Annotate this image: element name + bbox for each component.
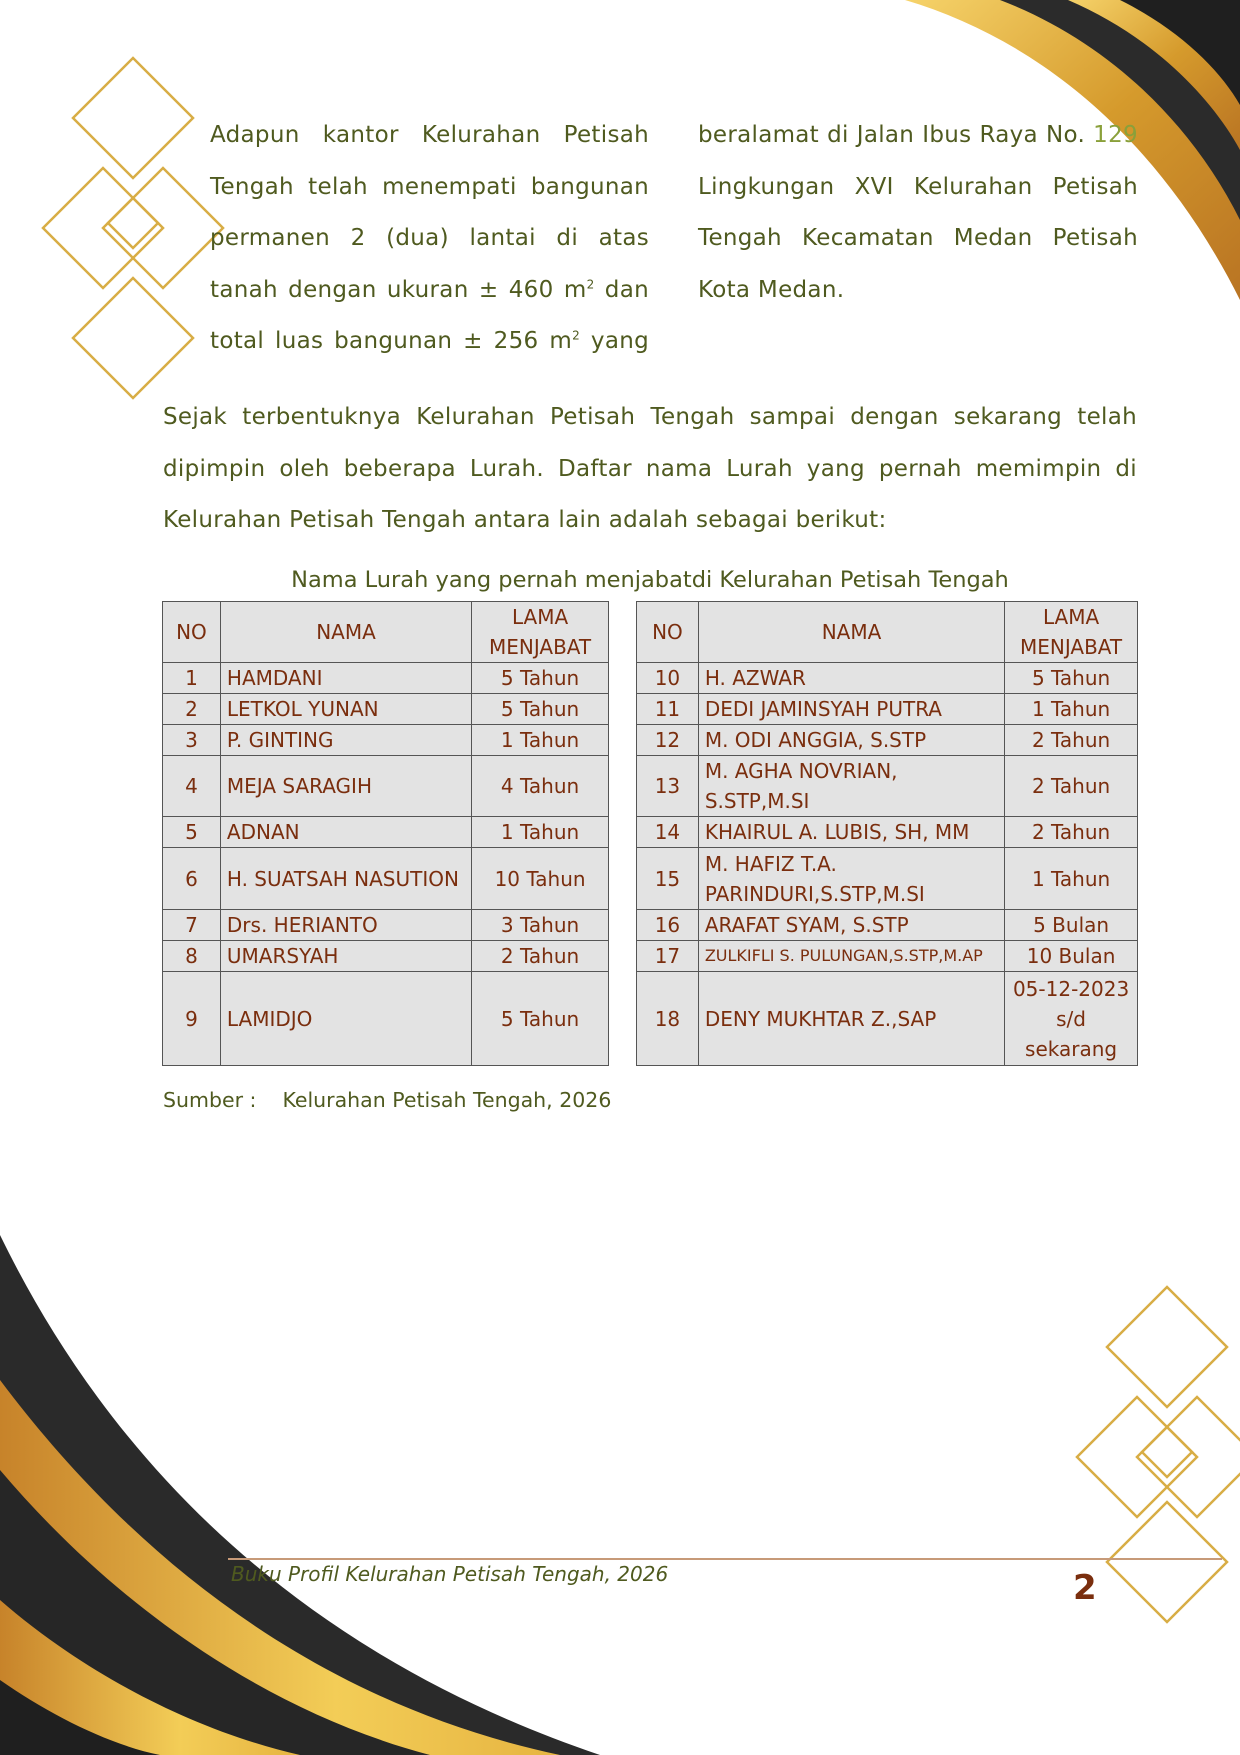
header-no: NO <box>163 602 221 663</box>
source-value: Kelurahan Petisah Tengah, 2026 <box>282 1088 612 1112</box>
table-header-row <box>163 602 609 663</box>
header-no: NO <box>637 602 699 663</box>
intro-right-line: Lingkungan XVI Kelurahan Petisah <box>698 173 1138 200</box>
intro-left-line: tanah dengan ukuran ± 460 $m^2$ dan <box>210 276 649 303</box>
intro-right-line: beralamat di Jalan Ibus Raya No. 129 <box>698 122 1138 148</box>
table-row: 15 M. HAFIZ T.A. PARINDURI,S.STP,M.SI 1 Tahun <box>637 848 1138 910</box>
table-row: 1 HAMDANI 5 Tahun <box>163 663 609 694</box>
bottom-right-diamonds <box>1077 1287 1240 1622</box>
header-lama: LAMA MENJABAT <box>472 602 609 663</box>
header-nama: NAMA <box>220 602 471 663</box>
bottom-left-swoosh <box>0 1235 600 1755</box>
intro-left-line: total luas bangunan ± 256 $m^2$ yang <box>210 328 649 354</box>
lurah-table-right <box>636 601 1138 1066</box>
table-row: 2 LETKOL YUNAN 5 Tahun <box>163 694 609 725</box>
intro-right-column <box>698 110 1138 316</box>
source-label: Sumber : <box>163 1088 257 1112</box>
header-nama: NAMA <box>698 602 1004 663</box>
table-caption: Nama Lurah yang pernah menjabatdi Kelurahan Petisah Tengah <box>291 567 1009 593</box>
intro-left-line: Adapun kantor Kelurahan Petisah <box>210 122 649 148</box>
intro-right-line: Kota Medan. <box>698 276 845 303</box>
table-row: 11 DEDI JAMINSYAH PUTRA 1 Tahun <box>637 694 1138 725</box>
footer-divider <box>228 1558 1222 1560</box>
intro-right-line: Tengah Kecamatan Medan Petisah <box>698 225 1138 251</box>
table-row: 13 M. AGHA NOVRIAN, S.STP,M.SI 2 Tahun <box>637 756 1138 817</box>
table-header-row <box>637 602 1138 663</box>
table-row: 18 DENY MUKHTAR Z.,SAP 05-12-2023 s/d sekarang <box>637 972 1138 1066</box>
lurah-table-left <box>162 601 609 1066</box>
table-row: 3 P. GINTING 1 Tahun <box>163 725 609 756</box>
table-row: 17 ZULKIFLI S. PULUNGAN,S.STP,M.AP 10 Bulan <box>637 941 1138 972</box>
intro-left-line: Tengah telah menempati bangunan <box>210 173 649 200</box>
intro-left-line: permanen 2 (dua) lantai di atas <box>210 225 649 251</box>
superscript: 2 <box>586 276 595 291</box>
table-source <box>163 1088 637 1112</box>
table-row: 9 LAMIDJO 5 Tahun <box>163 972 609 1066</box>
table-row: 12 M. ODI ANGGIA, S.STP 2 Tahun <box>637 725 1138 756</box>
header-lama: LAMA MENJABAT <box>1005 602 1138 663</box>
table-row: 4 MEJA SARAGIH 4 Tahun <box>163 756 609 817</box>
table-row: 16 ARAFAT SYAM, S.STP 5 Bulan <box>637 910 1138 941</box>
table-row: 6 H. SUATSAH NASUTION 10 Tahun <box>163 848 609 910</box>
footer-title: Buku Profil Kelurahan Petisah Tengah, 2026 <box>231 1562 669 1586</box>
superscript: 2 <box>572 328 580 343</box>
table-row: 14 KHAIRUL A. LUBIS, SH, MM 2 Tahun <box>637 817 1138 848</box>
table-row: 8 UMARSYAH 2 Tahun <box>163 941 609 972</box>
top-left-diamonds <box>43 58 223 398</box>
table-row: 10 H. AZWAR 5 Tahun <box>637 663 1138 694</box>
table-row: 7 Drs. HERIANTO 3 Tahun <box>163 910 609 941</box>
table-row: 5 ADNAN 1 Tahun <box>163 817 609 848</box>
body-paragraph: Sejak terbentuknya Kelurahan Petisah Tengah sampai dengan sekarang telah dipimpin oleh beberapa Lurah. Daftar nama Lurah yang pernah memimpin di Kelurahan Petisah Tengah antara lain adalah sebagai berikut: <box>163 404 1137 533</box>
intro-left-column <box>210 110 649 368</box>
page-number: 2 <box>1073 1568 1097 1608</box>
